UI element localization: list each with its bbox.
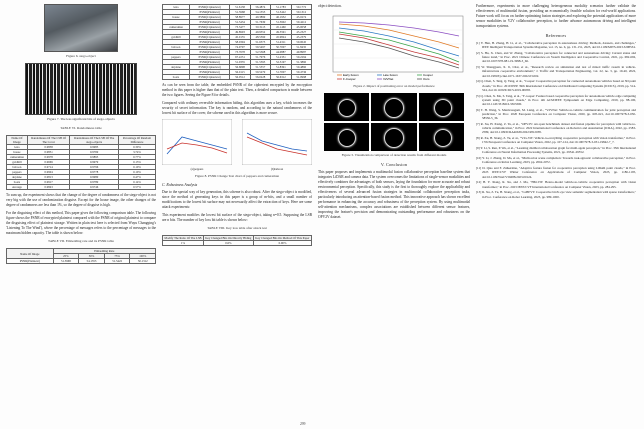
table-cell: 56.0512 (230, 75, 250, 80)
reference-item: [12] H. Y. Xiang, R. Xu, and J. Ma, "HM-ViT: Hetero-modal vehicle-to-vehicle cooperative perception with vision transformer," in Proc. 2023 IEEE/CVF International Conference on Computer Vision, 2023, pp. 284-295. (476, 180, 636, 189)
table-cell: house (163, 15, 190, 20)
positioning-error-chart (319, 12, 469, 82)
detection-image (371, 123, 416, 151)
table-cell: 0.9769 (70, 150, 119, 155)
table-cell: baboon (163, 45, 190, 50)
table-cell: PSNR(Ciphertext) (189, 25, 229, 30)
reference-item: [9] Y. Li, S. Ren, P. Wu, et al., "Learning distilled collaboration graph for multi-agent perception," in Proc. 35th International Conference on Neural Information Processing Systems, 2021, pp. 29541-29552. (476, 146, 636, 155)
table-cell: 51.2331 (271, 55, 291, 60)
table-cell: PSNR(Plaintext) (189, 70, 229, 75)
table-cell: 51.0998 (291, 75, 311, 80)
psnr-chart-peppers (162, 119, 232, 165)
table-cell: 73.7678 (230, 50, 250, 55)
table-cell: PSNR(Ciphertext) (189, 55, 229, 60)
table-cell: boats (163, 75, 190, 80)
table-cell: 56.6312 (271, 75, 291, 80)
table-header: 25% (53, 254, 79, 259)
table-cell: 45.9824 (271, 35, 291, 40)
paragraph: object detection. (318, 4, 342, 8)
table-cell: boats (7, 180, 28, 185)
table-cell: 59.5497 (250, 45, 270, 50)
table-cell: 49.9352 (250, 30, 270, 35)
table-cell: 49.8993 (230, 30, 250, 35)
table-cell: PSNR(Plaintext) (189, 20, 229, 25)
table-cell: 51.7639 (250, 20, 270, 25)
figure-8b-label: (b)baboon (270, 167, 284, 171)
table-cell: 0.9746 (70, 185, 119, 190)
table-header: 50% (79, 254, 105, 259)
table-cell: house (7, 150, 28, 155)
table-cell: PSNR(Plaintext) (189, 30, 229, 35)
table-cell: 51.7976 (250, 55, 270, 60)
lsb-image (25, 63, 137, 115)
table-cell: 0.9838 (27, 145, 69, 150)
table-cell: 3.74% (119, 150, 156, 155)
table-cell: 0.77% (119, 155, 156, 160)
embedding-rate-table (6, 248, 156, 264)
table-cell: 74.9797 (230, 45, 250, 50)
paragraph: As can be seen from the table, the embedded PSNR of the ciphertext encrypted by the encryption method in this paper is higher than that of the plain text. Then, a detailed comparison is made between the two figures. Seeing the Figure 8 for details. (162, 83, 312, 97)
table-cell: 51.5902 (271, 20, 291, 25)
paragraph: Furthermore, experiments in more challenging heterogeneous modality scenarios further validate the effectiveness of multimodal fusion, providing an economically feasible solution for real-world applications. Future work will focus on further optimizing fusion strategies and exploring the potential applications of more sensor modalities in V2V collaborative perception, to further advance autonomous driving and intelligent transportation systems. (476, 4, 636, 28)
reference-item: [10] Y. Li, J. Zhang, D. Ma, et al., "Multi-robot scene completion: Towards task-agnostic collaborative perception," in Proc. Conference on Robot Learning, 2023, pp. 2062-2072. (476, 156, 636, 165)
table-cell: 58.0394 (230, 40, 250, 45)
table-cell: 51.1783 (271, 5, 291, 10)
table-cell: 0.9813 (27, 175, 69, 180)
table-header: Randomness Of The LSB Of The Cover (27, 136, 69, 145)
table-cell: 52.5368 (250, 50, 270, 55)
table-cell: 50.2294 (291, 55, 311, 60)
table-cell: 0.10% (119, 165, 156, 170)
figure-7-caption: Figure 7. The less significant bits of stego-objects (47, 117, 115, 121)
table-cell: baboon (7, 165, 28, 170)
table-cell: 1% (163, 241, 204, 246)
reference-item: [1] Y. Han, H. Zhang, H. Li, et al., "Collaborative perception in autonomous driving: Methods, datasets, and challenges," IEEE Intelligent Transportation Systems Magazine, vol. 15, no. 6, pp. 131-151, 2023, doi:10.1109/MITS.2023.3298534. (476, 41, 636, 50)
table-cell: 0.9895 (70, 155, 119, 160)
table-cell: 51.5968 (53, 259, 79, 264)
table-cell: airplane (7, 175, 28, 180)
paragraph: Compared with ordinary reversible information hiding, this algorithm uses a key, which increases the security of secret information. The key is random, and according to the natural randomness of the lowest bit surface of the cover, the scheme used in this algorithm is more secure. (162, 101, 312, 115)
table-cell: 52.5197 (271, 60, 291, 65)
table-cell: 49.5591 (271, 30, 291, 35)
reference-item: [5] Q. Chen, X. Ma, S. Tang, et al., "F-cooper: Feature based cooperative perception for autonomous vehicle edge computing system using 3D point clouds," in Proc. 4th ACM/IEEE Symposium on Edge Computing, 2019, pp. 88-100, doi:10.1145/3318216.3363300. (476, 93, 636, 107)
table-header: Name Of Image (7, 136, 28, 145)
table-cell: 0.9843 (27, 185, 69, 190)
table-header: Randomness Of The LSB Of The stego-objects (70, 136, 119, 145)
paragraph: To sum up, the experiment shows that the change of the degree of randomness of the stego-object is not very big with the use of randomization disguise. Except for the house image, the other changes of the degree of randomness are less than 1%, so the degree of disguise is high. (6, 193, 156, 207)
table-cell: 0.14% (119, 180, 156, 185)
subsection-heading: C. Robustness Analysis (162, 183, 198, 187)
table-cell: PSNR(Ciphertext) (189, 5, 229, 10)
table-cell: cameraman (7, 155, 28, 160)
legend-label: Early fusion (343, 73, 359, 77)
table-cell: 51.5557 (250, 65, 270, 70)
table-cell: 45.0058 (291, 25, 311, 30)
table-cell: 59.5279 (250, 70, 270, 75)
table-cell: 0.9904 (27, 170, 69, 175)
table-cell: 50.1772 (291, 5, 311, 10)
table-cell: 45.2379 (291, 35, 311, 40)
reference-item: [6] T. H. Wang, S. Manivasagam, M. Liang, et al., "V2VNet: Vehicle-to-vehicle communication for joint perception and prediction," in Proc. 2020 European Conference on Computer Vision, 2020, pp. 605-621, doi:10.1007/978-3-030-58536-5_36. (476, 107, 636, 121)
table-8-title: TABLE VIII. Key loss table after attack test (207, 226, 267, 230)
table-cell: 50.7007 (271, 45, 291, 50)
table-header: Embedding Rate (53, 249, 155, 254)
table-header: Key Changed Bits On Directly Hiding (205, 236, 252, 240)
column-4 (476, 4, 636, 200)
table-cell: PSNR(Plaintext) (189, 10, 229, 15)
table-cell: 44.0887 (271, 50, 291, 55)
table-cell: peppers (7, 170, 28, 175)
figure-8 (162, 119, 312, 172)
figure-8a-label: (a)peppers (190, 167, 204, 171)
table-cell: goldhill (7, 160, 28, 165)
legend-label: Cooper (423, 73, 433, 77)
column-2 (162, 4, 312, 246)
table-cell: 0.47% (119, 175, 156, 180)
table-cell: 0.9979 (70, 160, 119, 165)
table-cell: cameraman (163, 25, 190, 30)
detection-image (419, 123, 464, 151)
reference-item: [2] S. Hu, X. Chen, and W. Zhang, "Collaborative perception for connected and autonomous driving: Current status and future trend," in Proc. 2021 Chinese Conference on Swarm Intelligence and Cooperative Control, 2021, pp. 682-692, doi:10.1007/978-981-19-3998-3_66. (476, 51, 636, 64)
detection-image (371, 93, 416, 121)
figure-6-caption: Figure 6. stego-object (66, 54, 96, 58)
table-cell: 0.13% (119, 160, 156, 165)
paragraph: For the disguising effect of this method, This paper gives the following comparison table. The following figure shows the PSNR of encrypted plaintext compared with the PSNR of original plaintext to compare the disguising effect of plaintext storage. Written in plain text here is selected from Wuyu Changqing's 'Listening To The Wind'), where the percentage of messages refers to the percentage of messages to the maximum hidden capacity. The table is shown below: (6, 211, 157, 235)
table-cell: PSNR(Plaintext) (189, 60, 229, 65)
table-cell: 51.3860 (291, 60, 311, 65)
table-cell: 56.4874 (250, 5, 270, 10)
table-cell: 58.8977 (230, 15, 250, 20)
legend-label: F-Cooper (343, 77, 356, 81)
table-row (7, 259, 156, 264)
table-cell: 0.6% (203, 241, 253, 246)
table-cell: 51.5968 (230, 10, 250, 15)
table-cell: Average (7, 185, 28, 190)
table-cell: 0.57% (119, 185, 156, 190)
table-cell: 49.3899 (250, 15, 270, 20)
detection-image (419, 93, 464, 121)
table-cell: 0.9978 (27, 155, 69, 160)
table-cell: 50.1312 (130, 259, 156, 264)
reference-item: [8] R. Xu, H. Xiang, Z. Tu, et al., "V2x-ViT: Vehicle-to-everything cooperative perception with vision transformer," in Proc. 17th European Conference on Computer Vision, 2022, pp. 107-124, doi:10.1007/978-3-031-19842-7_7. (476, 136, 636, 145)
stego-object-image (44, 4, 118, 52)
table-header: Percentage Of Random Difference (119, 136, 156, 145)
reference-list (476, 41, 636, 199)
table-cell: airplane (163, 65, 190, 70)
table-7-title: TABLE VII. Embedding rate and its PSNR table (48, 239, 114, 243)
legend-label: Ours (423, 77, 430, 81)
table-row (163, 75, 312, 80)
table-cell: PSNR(Ciphertext) (189, 75, 229, 80)
table-cell: 56.0228 (250, 75, 270, 80)
reference-item: [3] W. Shangguan, X. Ji, Chai, et al., "Research review on simulation and test of mixed traffic swarm in vehicle-infrastructure cooperative environment," J. Traffic and Transportation Engineering, vol. 22, no. 3, pp. 19-40, 2022, doi:10.19818/j.cnki.1671-1637.2022.03.002. (476, 65, 636, 78)
table-cell: 0.00% (253, 241, 311, 246)
table-cell: 48.5590 (250, 35, 270, 40)
detection-image (324, 93, 369, 121)
table-cell: 56.6898 (230, 65, 250, 70)
legend-label: Late fusion (383, 73, 398, 77)
table-cell: 0.9851 (27, 150, 69, 155)
table-cell: 0.9917 (27, 180, 69, 185)
table-cell: 0.9985 (70, 145, 119, 150)
reference-item: [13] R. Xu, Z. Tu, H. Xiang, et al., "CoBEVT: Cooperative bird's eye view semantic segmentation with sparse transformers," in Proc. Conference on Robot Learning, 2023, pp. 989-1000. (476, 190, 636, 199)
table-cell: 51.6138 (230, 5, 250, 10)
key-loss-table (162, 235, 312, 246)
table-cell: lena (7, 145, 28, 150)
table-cell: 51.8435 (291, 45, 311, 50)
legend-label: V2VNet (383, 77, 394, 81)
table-cell: 0.9796 (70, 165, 119, 170)
table-cell: 45.2327 (291, 30, 311, 35)
table-cell: PSNR(Ciphertext) (189, 45, 229, 50)
table-cell: lena (163, 5, 190, 10)
table-cell: 51.5595 (250, 60, 270, 65)
table-cell: 51.7007 (271, 70, 291, 75)
figure-3-caption: Figure 3. Visualization comparison of detection results from different models (341, 153, 447, 157)
table-cell: 51.5422 (271, 10, 291, 15)
table-row (7, 185, 156, 190)
table-cell: 50.4736 (291, 70, 311, 75)
column-1 (6, 4, 156, 264)
table-cell: 51.8391 (271, 65, 291, 70)
table-header: 75% (104, 254, 130, 259)
paragraph: This experiment modifies the lowest bit surface of the stego-object, taking n=0.5. Supposing the LSB are n bits. The number of key loss bit table is shown below: (162, 213, 312, 222)
table-cell: 45.1460 (271, 25, 291, 30)
table-cell: 0.9778 (70, 170, 119, 175)
paragraph: Due to the special way of key generation, this scheme is also robust. After the stego-object is modified, since the method of generating keys in this paper is a group of m-bits, and a small number of modifications to the lowest bit surface may not necessarily affect the extraction of keys. Here are some attack experiments: (162, 190, 312, 209)
table-cell: 56.0115 (230, 70, 250, 75)
table-cell: 51.5422 (104, 259, 130, 264)
table-cell: 51.4311 (271, 40, 291, 45)
detection-visualization-grid (324, 93, 464, 151)
table-cell: peppers (163, 55, 190, 60)
section-heading: References (545, 33, 567, 38)
psnr-chart-baboon (242, 119, 312, 165)
table-cell: 51.0335 (230, 60, 250, 65)
table-cell: PSNR(Ciphertext) (189, 15, 229, 20)
figure-8-caption: Figure 8. PSNR Change Test chart of peppers and cameraman (194, 174, 280, 178)
table-cell: PSNR(Ciphertext) (189, 35, 229, 40)
table-cell: PSNR(Plaintext) (7, 259, 54, 264)
table-header: Key Changed Bits On Method Of This Paper (253, 236, 311, 241)
column-3 (318, 4, 470, 223)
table-cell: PSNR(Plaintext) (189, 50, 229, 55)
table-header: 100% (130, 254, 156, 259)
table-cell: 0.9669 (27, 160, 69, 165)
figure-2-caption: Figure 2. Impact of positioning error on model performance (353, 84, 435, 88)
table-cell: 50.4212 (291, 20, 311, 25)
table-cell: 45.0274 (291, 15, 311, 20)
table-cell: PSNR(Ciphertext) (189, 65, 229, 70)
randomness-table (6, 135, 156, 190)
table-cell: 49.8987 (291, 50, 311, 55)
section-heading: V. Conclusion (380, 162, 408, 167)
table-cell: 54.1353 (79, 259, 105, 264)
table-cell: 50.4860 (291, 65, 311, 70)
detection-image (324, 123, 369, 151)
paragraph: This paper proposes and implements a multimodal fusion collaborative perception baseline system that integrates LiDAR and camera data. The system overcomes the limitations of single-sensor modalities and effectively combines the advantages of both sensors, laying the foundation for more accurate and robust environmental perception. Specifically, this study is the first to thoroughly explore the applicability and effectiveness of several advanced fusion strategies in multimodal collaborative perception tasks, particularly introducing an attention-based fusion method. This innovative approach has shown excellent performance in enhancing the accuracy and robustness of the perception system. By using multimodal self-attention mechanisms, complex associations are established between different sensor features, improving the feature's precision and demonstrating outstanding performance and robustness on the OPV2V dataset. (318, 170, 470, 219)
table-cell: 51.6375 (250, 40, 270, 45)
reference-item: [11] D. Qiao and F. Zulkernine, "Adaptive feature fusion for cooperative perception using LiDAR point clouds," in Proc. 2023 IEEE/CVF Winter Conference on Applications of Computer Vision, 2023, pp. 1186-1195, doi:10.1109/WACV56688.2023.00124. (476, 166, 636, 179)
table-cell: PSNR(Plaintext) (189, 40, 229, 45)
table-row (163, 241, 312, 246)
reference-item: [4] Q. Chen, S. Tang, Q. Yang, et al., "Cooper: Cooperative perception for connected autonomous vehicles based on 3D point clouds," in Proc. 2019 IEEE 39th International Conference on Distributed Computing Systems (ICDCS), 2019, pp. 514-524, doi:10.1109/ICDCS.2019.00058. (476, 79, 636, 92)
table-cell: 51.5434 (230, 20, 250, 25)
table-cell: 50.3113 (250, 25, 270, 30)
table-cell: 50.1312 (291, 10, 311, 15)
table-cell: 0.9789 (70, 180, 119, 185)
table-cell: 0.9980 (70, 175, 119, 180)
table-cell: 0.10% (119, 170, 156, 175)
table-cell: goldhill (163, 35, 190, 40)
table-cell: 54.1353 (250, 10, 270, 15)
reference-item: [7] R. Xu, H. Xiang, Z. Tu, et al., "OPV2V: An open benchmark dataset and fusion pipeline for perception with vehicle-to-vehicle communication," in Proc. 2022 International Conference on Robotics and Automation (ICRA), 2022, pp. 2583-2589, doi:10.1109/ICRA46639.2022.9812038. (476, 122, 636, 135)
table-cell: 0.9714 (27, 165, 69, 170)
table-cell: 67.2231 (230, 55, 250, 60)
table-cell: 73.3477 (230, 25, 250, 30)
table-header: Modify The Ratio Of The LSB (164, 236, 202, 240)
table-cell: 46.1932 (271, 15, 291, 20)
table-cell: 50.0045 (291, 40, 311, 45)
table-cell: 45.0155 (230, 35, 250, 40)
page-number: 299 (300, 422, 306, 426)
psnr-table (162, 4, 312, 80)
table-cell: 0.30% (119, 145, 156, 150)
table-header: Name Of Image (7, 249, 54, 259)
table-6-title: TABLE VI. Randomness table (60, 126, 102, 130)
